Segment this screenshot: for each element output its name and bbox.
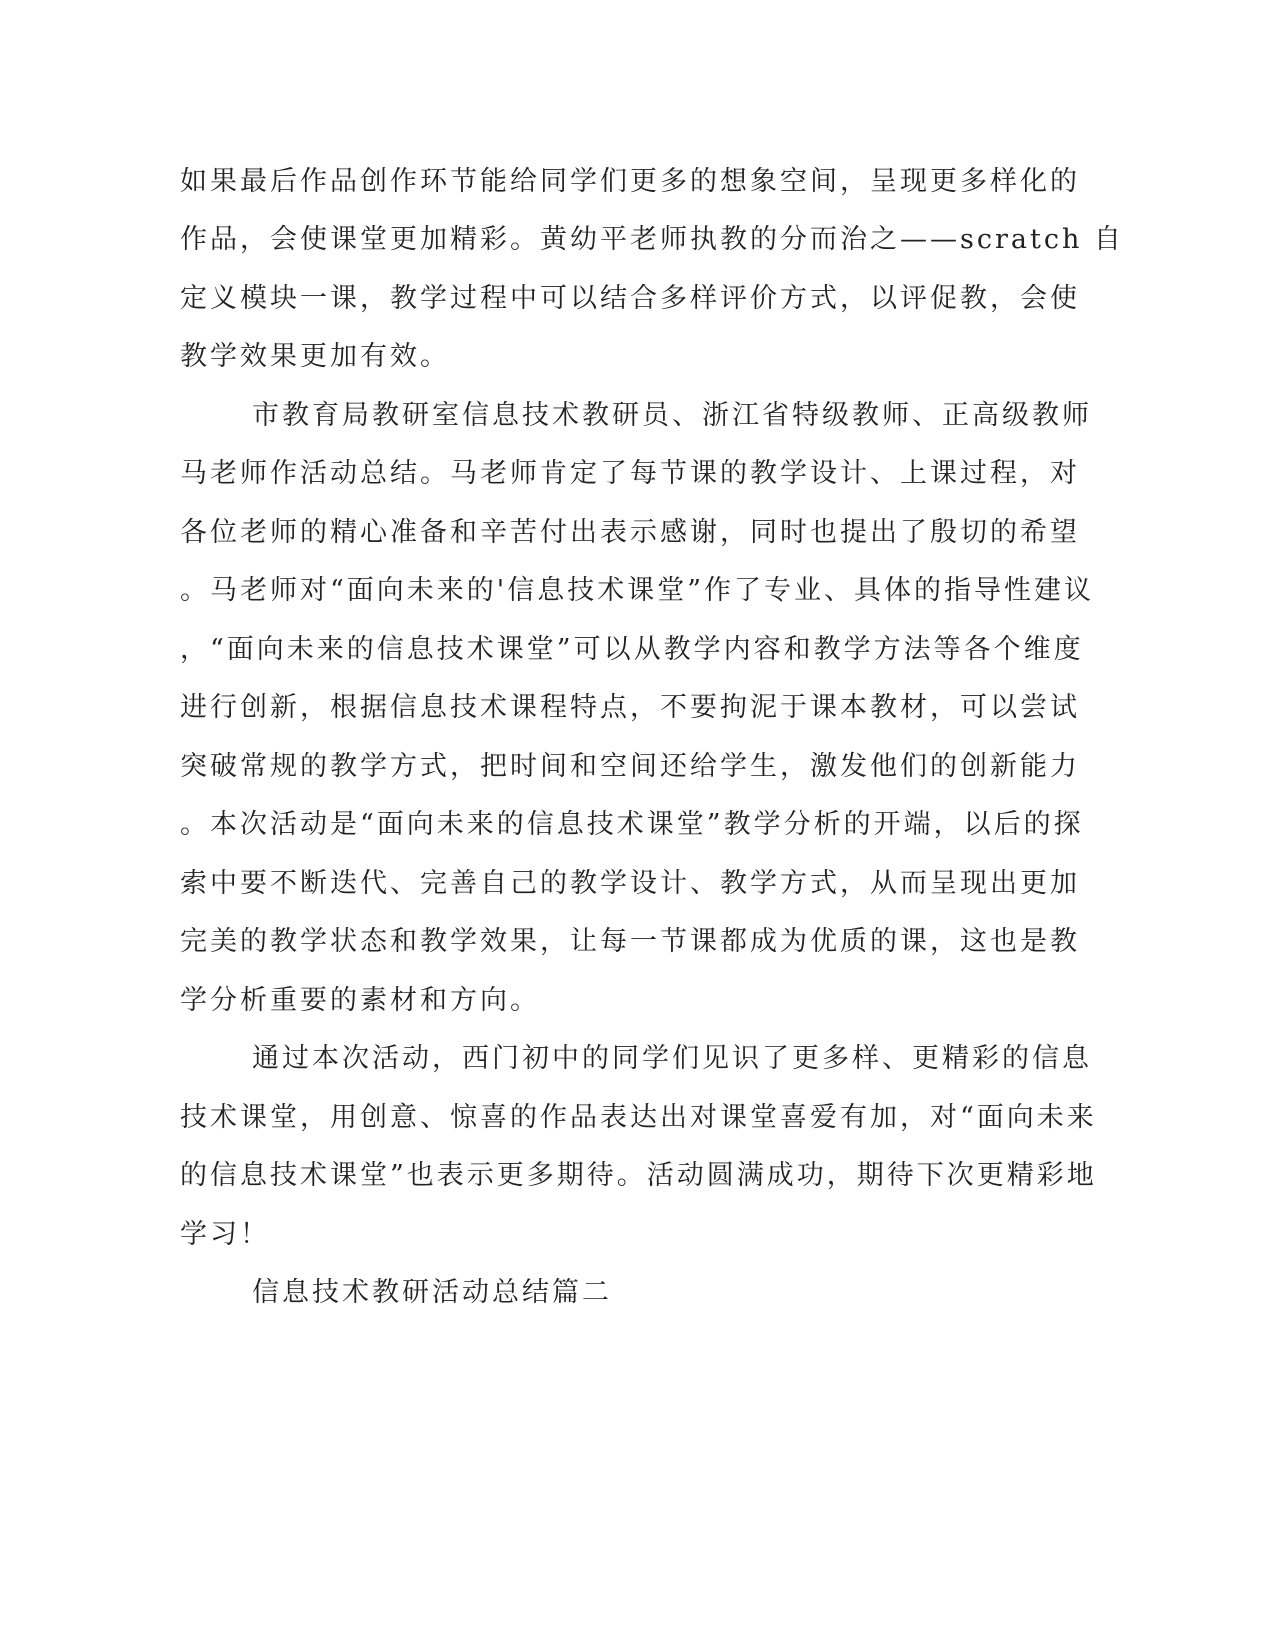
paragraph-line: 进行创新，根据信息技术课程特点，不要拘泥于课本教材，可以尝试 xyxy=(180,692,1080,723)
paragraph-line: 。本次活动是“面向未来的信息技术课堂”教学分析的开端，以后的探 xyxy=(180,809,1084,840)
paragraph-line: 技术课堂，用创意、惊喜的作品表达出对课堂喜爱有加，对“面向未来 xyxy=(180,1102,1097,1133)
paragraph-line: 教学效果更加有效。 xyxy=(180,341,450,372)
paragraph-line: 市教育局教研室信息技术教研员、浙江省特级教师、正高级教师 xyxy=(252,400,1092,431)
paragraph-line: 突破常规的教学方式，把时间和空间还给学生，激发他们的创新能力 xyxy=(180,751,1080,782)
paragraph-line: 学习！ xyxy=(180,1219,270,1250)
paragraph-line: 的信息技术课堂”也表示更多期待。活动圆满成功，期待下次更精彩地 xyxy=(180,1160,1097,1191)
paragraph-line: 。马老师对“面向未来的'信息技术课堂”作了专业、具体的指导性建议 xyxy=(180,575,1095,606)
paragraph-line: 索中要不断迭代、完善自己的教学设计、教学方式，从而呈现出更加 xyxy=(180,868,1080,899)
paragraph-line: 定义模块一课，教学过程中可以结合多样评价方式，以评促教，会使 xyxy=(180,283,1080,314)
paragraph-line: 马老师作活动总结。马老师肯定了每节课的教学设计、上课过程，对 xyxy=(180,458,1080,489)
paragraph-line: 学分析重要的素材和方向。 xyxy=(180,985,540,1016)
paragraph-line: 各位老师的精心准备和辛苦付出表示感谢，同时也提出了殷切的希望 xyxy=(180,517,1080,548)
section-heading: 信息技术教研活动总结篇二 xyxy=(252,1277,612,1308)
paragraph-line: 如果最后作品创作环节能给同学们更多的想象空间，呈现更多样化的 xyxy=(180,166,1080,197)
paragraph-line: 通过本次活动，西门初中的同学们见识了更多样、更精彩的信息 xyxy=(252,1043,1092,1074)
paragraph-line: 完美的教学状态和教学效果，让每一节课都成为优质的课，这也是教 xyxy=(180,926,1080,957)
paragraph-line: 作品，会使课堂更加精彩。黄幼平老师执教的分而治之——scratch 自 xyxy=(180,224,1124,255)
paragraph-line: ，“面向未来的信息技术课堂”可以从教学内容和教学方法等各个维度 xyxy=(180,634,1084,665)
